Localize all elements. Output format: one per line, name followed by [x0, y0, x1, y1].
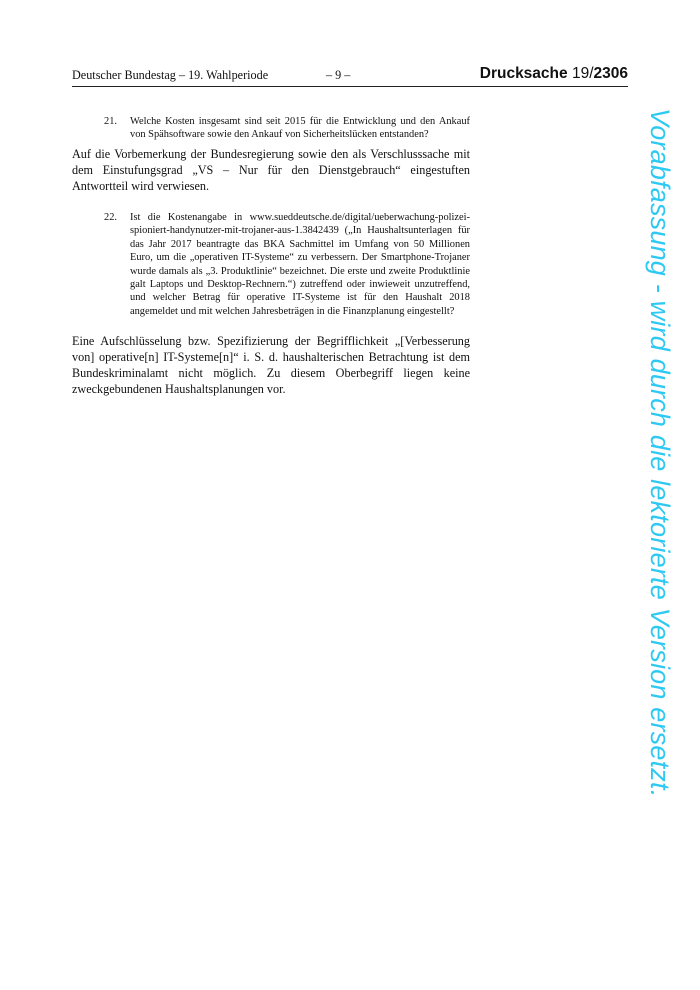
question-22	[104, 211, 470, 318]
answer-21: Auf die Vorbemerkung der Bundesregierung sowie den als Verschlusssache mit dem Einstufungsgrad „VS – Nur für den Dienstgebrauch“ eingestuften Antwortteil wird verwiesen.	[72, 147, 470, 193]
question-text: Ist die Kostenangabe in www.sueddeutsche.de/digital/ueberwachung-polizei-spioniert-handynutzer-mit-trojaner-aus-1.3842439 („In Haushaltsunterlagen für das Jahr 2017 beantragte das BKA Sachmittel im Umfang von 50 Millionen Euro, um die „operativen IT-Systeme“ zu verbessern. Der Smartphone-Trojaner wurde damals als „3. Produktlinie“ bezeichnet. Die erste und zweite Produktlinie galt Laptops und Desktop-Rechnern.“) zutreffend oder inwieweit unzutreffend, und welcher Betrag für operative IT-Systeme ist für den Haushalt 2018 angemeldet und mit welchen Jahresbeträgen in die Finanzplanung eingestellt?	[130, 212, 470, 317]
draft-watermark: Vorabfassung - wird durch die lektorierte Version ersetzt.	[645, 108, 675, 798]
document-number	[480, 65, 628, 83]
question-21	[104, 115, 470, 142]
document-number-suffix: 2306	[593, 65, 628, 82]
answer-22: Eine Aufschlüsselung bzw. Spezifizierung der Begrifflichkeit „[Verbesserung von] operative[n] IT-Systeme[n]“ i. S. d. haushalterischen Betrachtung ist dem Bundeskriminalamt nicht möglich. Zu diesem Oberbegriff liegen keine zweckgebundenen Haushaltsplanungen vor.	[72, 334, 470, 396]
question-text: Welche Kosten insgesamt sind seit 2015 für die Entwicklung und den Ankauf von Spähsoftware sowie den Ankauf von Sicherheitslücken entstanden?	[130, 116, 470, 141]
question-number: 22.	[104, 212, 117, 223]
question-number: 21.	[104, 116, 117, 127]
page-header	[72, 65, 628, 87]
header-parliament: Deutscher Bundestag – 19. Wahlperiode	[72, 68, 269, 82]
document-number-prefix: 19/	[571, 65, 594, 82]
document-label: Drucksache	[479, 65, 568, 82]
page-number: – 9 –	[326, 68, 351, 82]
